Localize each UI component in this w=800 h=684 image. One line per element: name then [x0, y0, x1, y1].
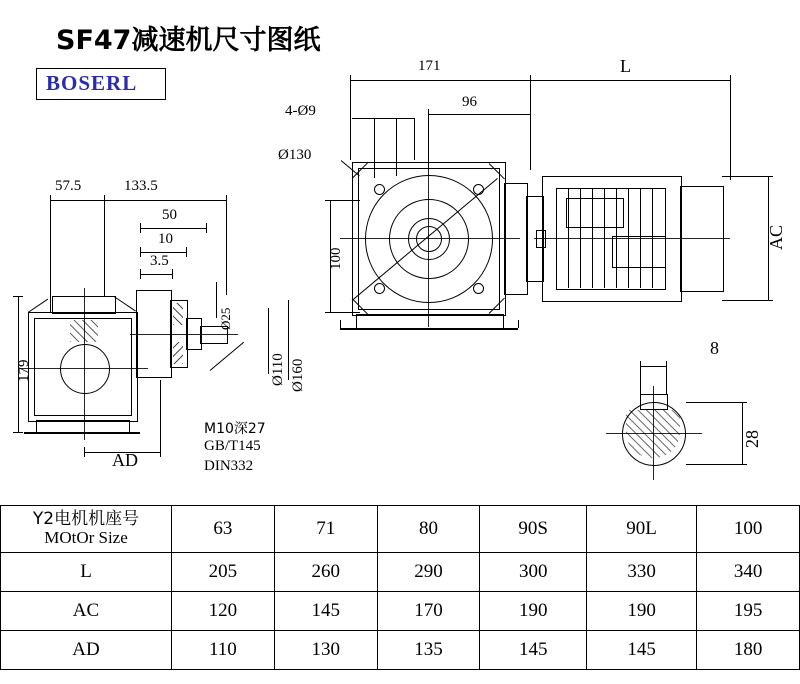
ext-line — [666, 371, 667, 395]
ext-line — [330, 312, 360, 313]
shaft-bore — [416, 226, 442, 252]
ext-line — [226, 205, 227, 295]
dim-tick — [666, 361, 667, 371]
dim-line-8 — [640, 366, 666, 367]
note-thread: M10深27 — [204, 421, 266, 437]
motor-nameplate — [612, 236, 666, 268]
motor-shaft-stub — [536, 230, 546, 248]
table-cell: 90L — [587, 506, 697, 553]
note-standard-gb: GB/T145 — [204, 438, 261, 454]
dim-D160: Ø160 — [290, 358, 306, 392]
rowhead-cn: Y2电机机座号 — [32, 509, 140, 530]
dim-tick — [226, 195, 227, 205]
ext-line — [350, 85, 351, 160]
leader-line — [352, 118, 414, 119]
table-cell: 330 — [587, 553, 697, 592]
dim-tick — [206, 223, 207, 233]
dim-AD: AD — [112, 450, 138, 470]
table-cell: 145 — [587, 631, 697, 670]
table-rowhead: AC — [1, 592, 172, 631]
dim-tick — [84, 447, 85, 457]
dim-tick — [140, 269, 141, 279]
table-cell: 120 — [172, 592, 275, 631]
side-foot-bottom — [24, 432, 140, 434]
ext-line — [50, 205, 51, 313]
dim-96: 96 — [462, 94, 477, 110]
table-cell: 260 — [274, 553, 377, 592]
ext-line — [730, 85, 731, 180]
table-cell: 195 — [697, 592, 800, 631]
ext-line — [640, 371, 641, 395]
ext-line — [530, 85, 531, 170]
dim-179: 179 — [16, 359, 32, 382]
dim-line-133_5 — [104, 200, 226, 201]
page-title: SF47减速机尺寸图纸 — [56, 25, 321, 56]
dim-133_5: 133.5 — [124, 178, 158, 194]
section-hatch — [70, 320, 98, 342]
side-bore — [60, 344, 110, 394]
side-chamfer — [28, 299, 48, 313]
section-hatch — [173, 342, 183, 364]
note-standard-din: DIN332 — [204, 458, 254, 474]
dim-tick — [50, 195, 51, 205]
dim-tick — [140, 223, 141, 233]
dim-tick — [172, 269, 173, 279]
section-hatch — [173, 303, 183, 325]
table-rowhead: AD — [1, 631, 172, 670]
dim-AC: AC — [766, 224, 786, 250]
table-row — [1, 553, 800, 592]
bolt-hole — [473, 283, 484, 294]
dim-57_5: 57.5 — [55, 178, 82, 194]
dim-100: 100 — [328, 247, 344, 270]
dim-L: L — [620, 56, 631, 76]
ext-line — [104, 205, 105, 297]
table-cell: 80 — [377, 506, 480, 553]
keyway — [640, 394, 668, 410]
table-cell: 205 — [172, 553, 275, 592]
dim-tick — [13, 296, 23, 297]
logo-text: BOSERL — [46, 71, 138, 95]
table-cell: 180 — [697, 631, 800, 670]
dim-tick — [350, 75, 351, 85]
dim-line-L — [530, 80, 730, 81]
table-cell: 340 — [697, 553, 800, 592]
dim-D25: Ø25 — [218, 307, 233, 330]
dim-line-96 — [428, 114, 530, 115]
base-edge — [340, 320, 341, 328]
dim-8: 8 — [710, 338, 719, 358]
dim-tick — [640, 361, 641, 371]
side-centerline-v — [84, 288, 85, 440]
side-chamfer — [114, 296, 136, 311]
dim-tick — [140, 247, 141, 257]
dim-28: 28 — [742, 430, 762, 448]
base-bottom-line — [340, 328, 518, 330]
motor-fan-cover — [680, 186, 724, 292]
table-cell: 145 — [480, 631, 587, 670]
table-cell: 100 — [697, 506, 800, 553]
dim-tick — [13, 432, 23, 433]
table-cell: 300 — [480, 553, 587, 592]
dim-4xD9: 4-Ø9 — [285, 103, 316, 119]
leader-line — [210, 342, 244, 371]
dim-line-3_5 — [140, 274, 172, 275]
key-centerline-v — [653, 386, 654, 480]
adapter-flange — [504, 183, 528, 295]
dim-50: 50 — [162, 207, 177, 223]
table-cell: 90S — [480, 506, 587, 553]
table-cell: 190 — [480, 592, 587, 631]
table-cell: 135 — [377, 631, 480, 670]
table-row — [1, 506, 800, 553]
dim-line-D25 — [216, 282, 217, 318]
terminal-box — [566, 198, 624, 228]
table-cell: 130 — [274, 631, 377, 670]
ext-line — [160, 380, 161, 450]
table-row — [1, 631, 800, 670]
dim-171: 171 — [418, 58, 441, 74]
dim-10: 10 — [158, 231, 173, 247]
output-centerline — [130, 334, 238, 335]
dim-line-171 — [350, 80, 530, 81]
leader-line — [414, 118, 415, 160]
bolt-hole — [374, 283, 385, 294]
dim-line-D160 — [288, 300, 289, 380]
motor-centerline — [534, 238, 730, 239]
table-row — [1, 592, 800, 631]
ext-line — [722, 300, 770, 301]
table-cell: 145 — [274, 592, 377, 631]
table-cell: 170 — [377, 592, 480, 631]
table-cell: 63 — [172, 506, 275, 553]
table-cell: 190 — [587, 592, 697, 631]
dim-tick — [730, 75, 731, 85]
spec-table — [0, 505, 800, 670]
ext-line — [686, 464, 744, 465]
dim-line-D110 — [268, 308, 269, 374]
table-rowhead — [1, 506, 172, 553]
bolt-hole — [374, 184, 385, 195]
table-cell: 290 — [377, 553, 480, 592]
dim-3_5: 3.5 — [150, 253, 169, 269]
centerline-v — [428, 152, 429, 327]
ext-line — [686, 402, 744, 403]
centerline-h — [340, 238, 520, 239]
dim-tick — [428, 109, 429, 119]
table-cell: 71 — [274, 506, 377, 553]
ext-line — [330, 200, 360, 201]
table-cell: 110 — [172, 631, 275, 670]
base-edge — [518, 320, 519, 328]
dim-line-57_5 — [50, 200, 104, 201]
dim-D130: Ø130 — [278, 147, 312, 163]
rowhead-en: MOtOr Size — [44, 528, 128, 547]
key-centerline-h — [606, 433, 702, 434]
dim-line-50 — [140, 228, 206, 229]
dim-D110: Ø110 — [270, 353, 286, 386]
dim-tick — [186, 247, 187, 257]
table-rowhead: L — [1, 553, 172, 592]
ext-line — [722, 176, 770, 177]
